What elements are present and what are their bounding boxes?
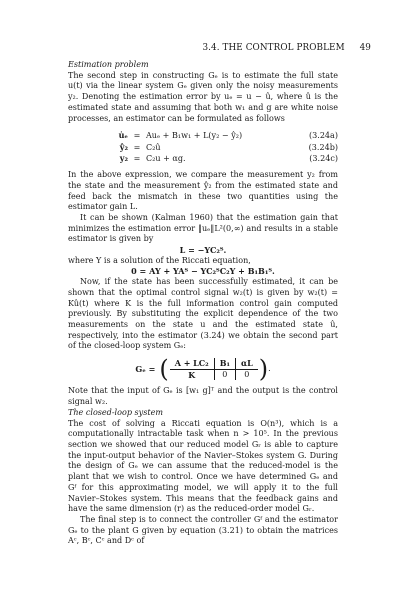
equation-relation: = [133,142,141,152]
estimator-equations [68,130,338,164]
matrix-label: Gₑ = [135,363,156,374]
equation-relation: = [133,131,141,141]
matrix-cell: A + LC₂ [170,358,214,369]
paragraph-comparison: In the above expression, we compare the measurement y₂ from the state and the measurement ŷ₂ from the estimated state and feed back the mismatch in these two quantities using the estimator gain L. [68,170,338,212]
paragraph-final-step: The final step is to connect the controller Gᶠ and the estimator Gₑ to the plant G given by equation (3.21) to obtain the matrices Aᶜ, Bᶜ, Cᶜ and Dᶜ of [68,514,338,546]
matrix-cell: αL [235,358,257,369]
paragraph-estimation-intro: The second step in constructing Gₑ is to estimate the full state u(t) via the linear system Gₑ given only the noisy measurements y₂. Denoting the estimation error by uₑ = u − û, where û is the estimated state and assuming that both w₁ and g are white noise processes, an estimator can be formulated as follows [68,70,338,123]
equation-relation: = [133,153,141,163]
equation-ge-matrix [68,355,338,384]
paragraph-kalman: It can be shown (Kalman 1960) that the estimation gain that minimizes the estimation error ‖uₑ‖L²(0,∞) and results in a stable estimator is given by [68,212,338,244]
matrix-cell: 0 [244,369,250,379]
section-heading-estimation: Estimation problem [68,60,149,69]
equation-lhs: u̇ₑ [118,130,128,141]
matrix-cell: 0 [214,369,235,380]
matrix-cell: B₁ [214,358,235,369]
equation-rhs: C₂û [146,142,161,152]
system-matrix [170,358,258,380]
equation-riccati: 0 = AY + YAᵀ − YC₂ᵀC₂Y + B₁B₁ᵀ. [131,266,275,277]
equation-number: (3.24b) [308,142,338,152]
equation-3-24b [68,142,338,153]
running-head: 3.4. THE CONTROL PROBLEM [202,43,345,53]
equation-lhs: ŷ₂ [119,141,128,152]
paragraph-control-signal: Now, if the state has been successfully estimated, it can be shown that the optimal control signal w₂(t) is given by w₂(t) = Kû(t) where K is the full information control gain computed previously. By substituting the explicit dependence of the two measurements on the state u and the estimated state û, respectively, into the estimator (3.24) we obtain the second part of the closed-loop system Gₑ: [68,277,338,351]
body-text [68,60,338,547]
matrix-cell: K [170,369,214,380]
left-paren-glyph: ( [159,355,169,384]
equation-estimator-gain: L = −YC₂ᵀ. [179,245,227,256]
section-heading-closed-loop: The closed-loop system [68,407,163,417]
equation-rhs: Auₑ + B₁w₁ + L(y₂ − ŷ₂) [146,131,243,141]
equation-rhs: C₂u + αg. [146,153,186,163]
right-paren-glyph: ) [258,355,269,384]
paragraph-riccati-cost: The cost of solving a Riccati equation is O(n³), which is a computationally intractable task when n > 10⁵. In the previous section we showed that our reduced model Gᵣ is able to capture the input-output behavior of the Navier–Stokes system G. During the design of Gₑ we can assume that the reduced-model is the plant that we wish to control. Once we have determined Gₑ and Gᶠ for this approximating model, we will apply it to the full Navier–Stokes system. This means that the feedback gains and have the same dimension (r) as the reduced-order model Gᵣ. [68,418,338,514]
paragraph-input-output: Note that the input of Gₑ is [w₁ g]ᵀ and the output is the control signal w₂. [68,386,338,407]
page-number: 49 [359,43,371,53]
equation-number: (3.24c) [309,153,338,163]
equation-number: (3.24a) [309,131,338,141]
matrix-period: . [268,363,271,373]
equation-lhs: y₂ [119,152,128,163]
equation-3-24c [68,153,338,164]
page-header [68,43,371,53]
paragraph-riccati-intro: where Y is a solution of the Riccati equation, [68,255,251,265]
equation-3-24a [68,130,338,141]
